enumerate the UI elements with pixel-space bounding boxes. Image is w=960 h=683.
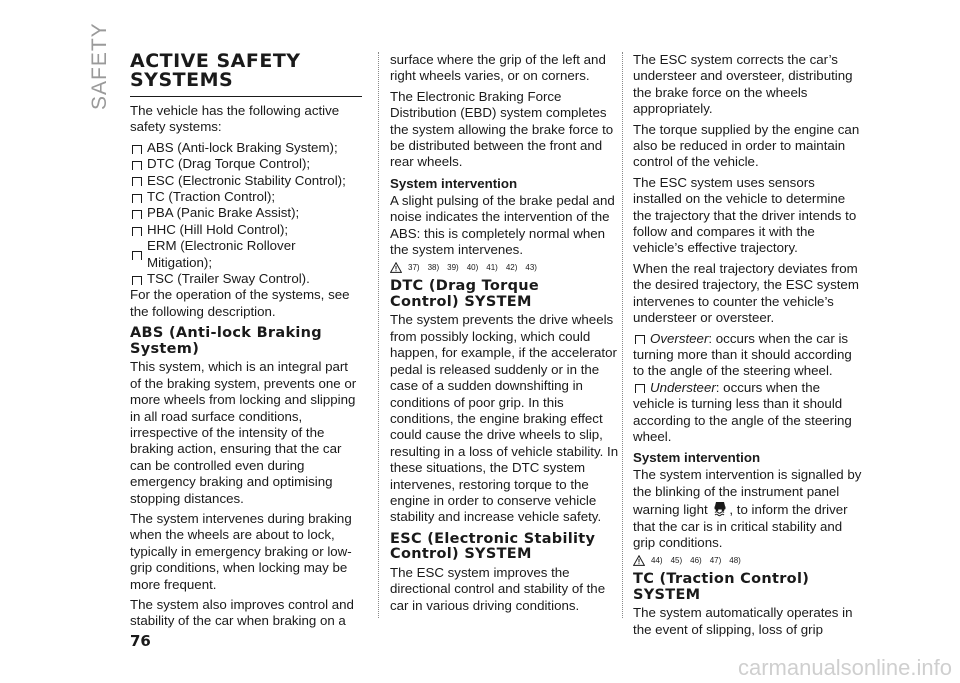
section-side-tab bbox=[84, 22, 114, 120]
warning-ref: 40) bbox=[466, 263, 479, 273]
watermark: carmanualsonline.info bbox=[737, 655, 952, 680]
bullet-icon bbox=[132, 210, 142, 219]
warning-ref: 38) bbox=[427, 263, 440, 273]
title-line-1: ACTIVE SAFETY bbox=[130, 50, 301, 72]
intro-paragraph: The vehicle has the following active safety systems: bbox=[130, 103, 340, 135]
abs-paragraph-continued: surface where the grip of the left and right wheels varies, or on corners. bbox=[390, 52, 606, 84]
oversteer-item: Oversteer: occurs when the car is turning more than it should according to the angle of the steering wheel. bbox=[633, 330, 852, 379]
column-divider bbox=[378, 52, 379, 618]
bullet-icon bbox=[132, 276, 142, 285]
esc-warning-light-icon bbox=[712, 500, 728, 517]
column-3 bbox=[633, 52, 865, 642]
title-line-2: SYSTEMS bbox=[130, 69, 234, 91]
column-2 bbox=[390, 52, 622, 618]
bullet-icon bbox=[635, 384, 645, 393]
tc-heading: TC (Traction Control) SYSTEM bbox=[633, 571, 810, 603]
abs-paragraph-3: The system also improves control and stability of the car when braking on a bbox=[130, 596, 354, 629]
warning-ref: 37) bbox=[408, 263, 420, 273]
dtc-paragraph: The system prevents the drive wheels from possibly locking, which could happen, for example, if the accelerator pedal is released suddenly or in the case of a sudden downshifting in conditions of poor grip. In this conditions, the engine braking effect could cause the drive wheels to slip, resulting in a loss of vehicle stability. In these situations, the DTC system intervenes, restoring torque to the engine in order to conserve vehicle stability and increase vehicle safety. bbox=[390, 312, 619, 525]
list-item: TC (Traction Control); bbox=[130, 189, 362, 205]
abs-intervention-subheading: System intervention bbox=[390, 175, 518, 191]
warning-ref: 43) bbox=[525, 263, 537, 273]
bullet-icon bbox=[132, 227, 142, 236]
esc-intervention-subheading: System intervention bbox=[633, 450, 761, 466]
understeer-item: Understeer: occurs when the vehicle is turning less than it should according to the angle of the steering wheel. bbox=[633, 379, 852, 444]
warning-ref: 47) bbox=[709, 556, 722, 566]
bullet-icon bbox=[132, 194, 142, 203]
warning-ref: 42) bbox=[505, 263, 518, 273]
list-item: DTC (Drag Torque Control); bbox=[130, 156, 362, 172]
abs-paragraph-1: This system, which is an integral part of the braking system, prevents one or more wheels from locking and slipping in all road surface conditions, irrespective of the intensity of the braking action, ensuring that the car can be controlled even during emergency braking and optimising stopping distances. bbox=[130, 359, 357, 506]
bullet-icon bbox=[132, 251, 142, 260]
dtc-heading: DTC (Drag Torque Control) SYSTEM bbox=[390, 278, 540, 310]
column-divider bbox=[622, 52, 623, 618]
side-tab-label: SAFETY bbox=[88, 22, 111, 110]
esc-heading: ESC (Electronic Stability Control) SYSTEM bbox=[390, 530, 596, 563]
bullet-icon bbox=[132, 177, 142, 186]
abs-paragraph-2: The system intervenes during braking when the wheels are about to lock, typically in emergency braking or low-grip conditions, when locking may be more frequent. bbox=[130, 510, 352, 592]
abs-heading: ABS (Anti-lock Braking System) bbox=[130, 325, 322, 357]
esc-paragraph-2: The ESC system corrects the car’s understeer and oversteer, distributing the brake force on the wheels appropriately. bbox=[633, 52, 853, 117]
page-number: 76 bbox=[130, 632, 151, 650]
warning-ref: 46) bbox=[690, 556, 702, 566]
warning-ref: 48) bbox=[729, 556, 741, 566]
ebd-paragraph: The Electronic Braking Force Distribution (EBD) system completes the system allowing the brake force to be distributed between the front and rear wheels. bbox=[390, 88, 614, 170]
list-item: HHC (Hill Hold Control); bbox=[130, 222, 362, 238]
esc-paragraph: The ESC system improves the directional control and stability of the car in various driving conditions. bbox=[390, 564, 606, 613]
warning-ref: 44) bbox=[651, 556, 663, 566]
list-item: ESC (Electronic Stability Control); bbox=[130, 173, 362, 189]
bullet-icon bbox=[132, 161, 142, 170]
page-title bbox=[130, 52, 362, 97]
warning-ref: 45) bbox=[670, 556, 683, 566]
bullet-icon bbox=[132, 145, 142, 154]
esc-paragraph-3: The torque supplied by the engine can also be reduced in order to maintain control of the vehicle. bbox=[633, 121, 860, 170]
warning-references bbox=[633, 555, 865, 566]
list-item: PBA (Panic Brake Assist); bbox=[130, 205, 362, 221]
abs-intervention-paragraph: A slight pulsing of the brake pedal and noise indicates the intervention of the ABS: this is completely normal when the system intervenes. bbox=[390, 192, 615, 258]
warning-ref: 41) bbox=[486, 263, 498, 273]
bullet-icon bbox=[635, 335, 645, 344]
esc-intervention-paragraph: The system intervention is signalled by the blinking of the instrument panel warning light , to inform the driver that the car is in critical stability and grip conditions. bbox=[633, 467, 862, 550]
list-item: TSC (Trailer Sway Control). bbox=[130, 271, 362, 287]
outro-paragraph: For the operation of the systems, see the following description. bbox=[130, 287, 350, 319]
column-1 bbox=[130, 52, 362, 634]
warning-references bbox=[390, 262, 622, 273]
list-item: ABS (Anti-lock Braking System); bbox=[130, 140, 362, 156]
systems-list bbox=[130, 140, 362, 288]
list-item: ERM (Electronic Rollover Mitigation); bbox=[130, 238, 362, 271]
warning-ref: 39) bbox=[447, 263, 459, 273]
warning-triangle-icon bbox=[633, 555, 645, 566]
esc-paragraph-5: When the real trajectory deviates from the desired trajectory, the ESC system intervenes to counter the vehicle’s understeer or oversteer. bbox=[633, 260, 859, 326]
esc-paragraph-4: The ESC system uses sensors installed on the vehicle to determine the trajectory that the driver intends to follow and compares it with the vehicle’s effective trajectory. bbox=[633, 174, 857, 256]
warning-triangle-icon bbox=[390, 262, 402, 273]
tc-paragraph: The system automatically operates in the event of slipping, loss of grip bbox=[633, 605, 853, 637]
